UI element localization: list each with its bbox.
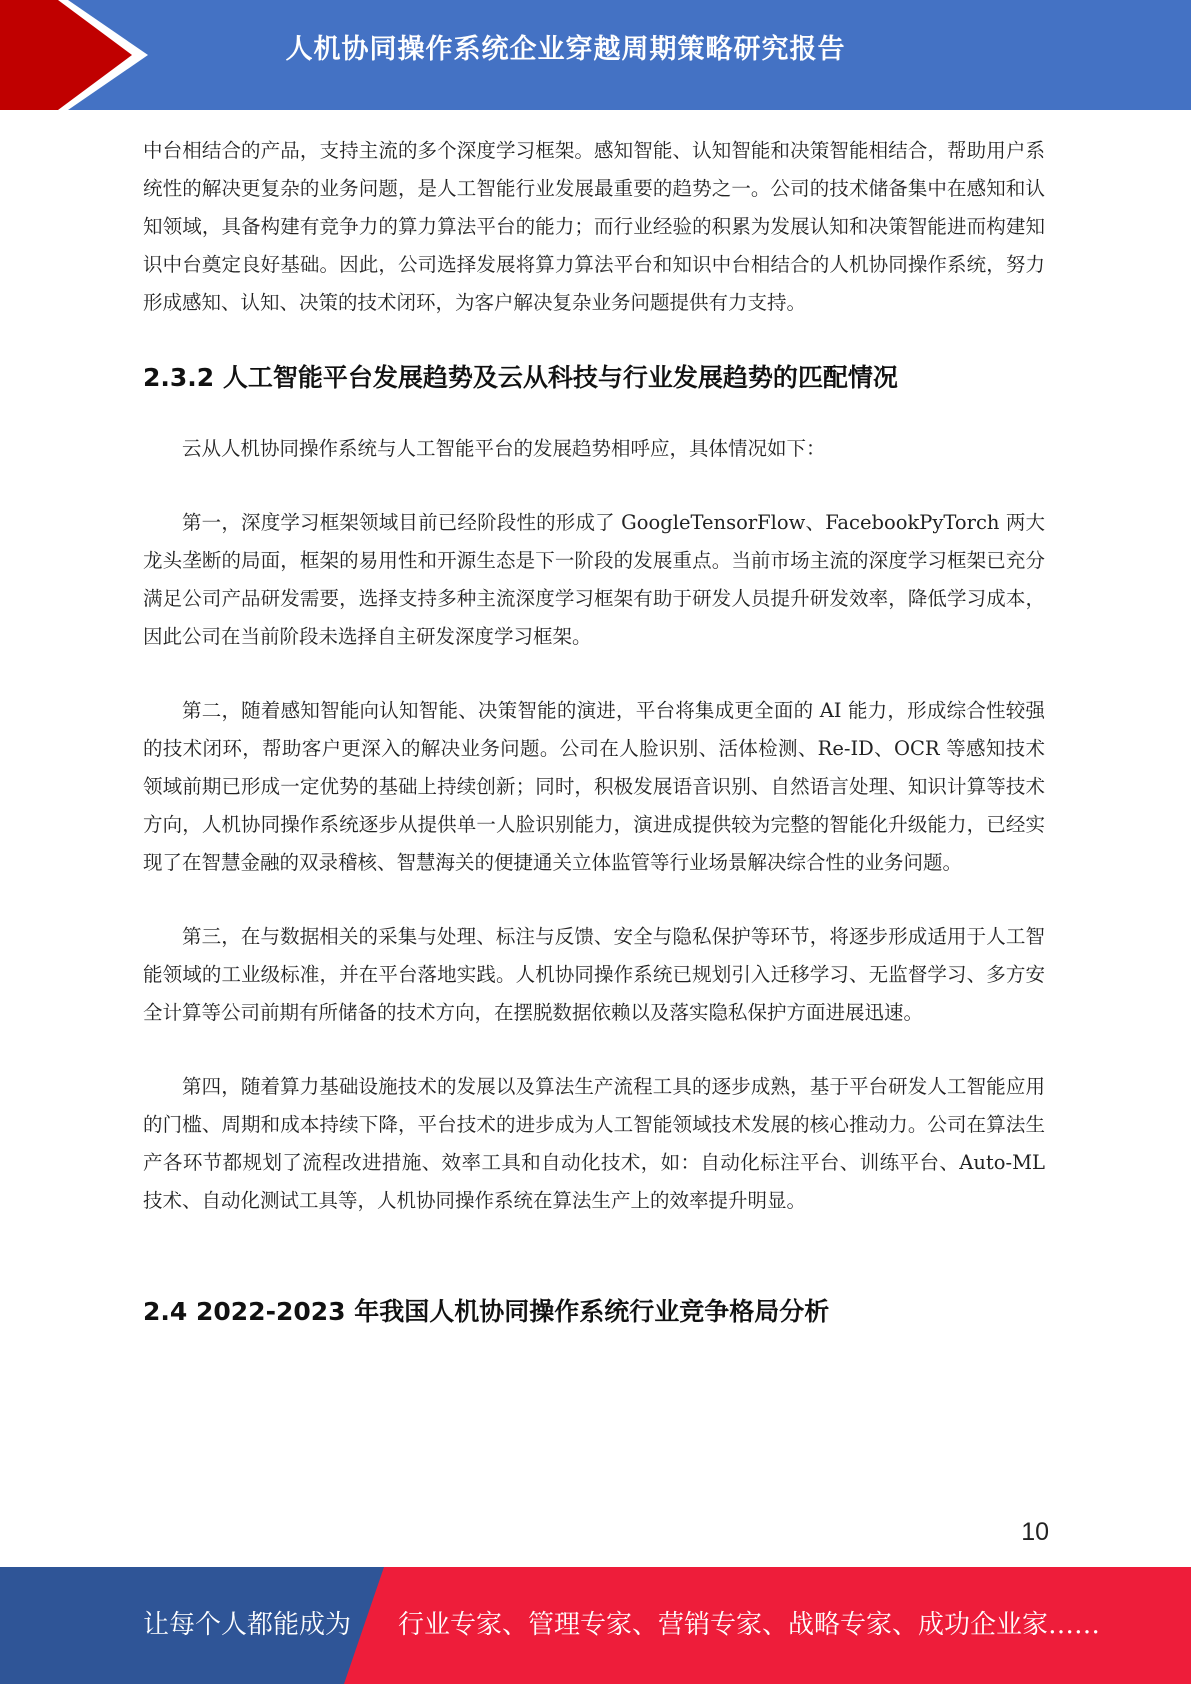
paragraph-fourth: 第四，随着算力基础设施技术的发展以及算法生产流程工具的逐步成熟，基于平台研发人工智能应用的门槛、周期和成本持续下降，平台技术的进步成为人工智能领域技术发展的核心推动力。公司在算法生产各环节都规划了流程改进措施、效率工具和自动化技术，如：自动化标注平台、训练平台、Auto-ML 技术、自动化测试工具等，人机协同操作系统在算法生产上的效率提升明显。 (143, 1075, 1045, 1212)
footer-slogan-right: 行业专家、管理专家、营销专家、战略专家、成功企业家…… (398, 1610, 1101, 1640)
page-header (0, 0, 1191, 110)
section-heading-2-4: 2.4 2022-2023 年我国人机协同操作系统行业竞争格局分析 (143, 1297, 830, 1326)
paragraph-second: 第二，随着感知智能向认知智能、决策智能的演进，平台将集成更全面的 AI 能力，形成综合性较强的技术闭环，帮助客户更深入的解决业务问题。公司在人脸识别、活体检测、Re-ID、OCR 等感知技术领域前期已形成一定优势的基础上持续创新；同时，积极发展语音识别、自然语言处理、知识计算等技术方向，人机协同操作系统逐步从提供单一人脸识别能力，演进成提供较为完整的智能化升级能力，已经实现了在智慧金融的双录稽核、智慧海关的便捷通关立体监管等行业场景解决综合性的业务问题。 (143, 699, 1045, 874)
footer-slogan-left: 让每个人都能成为 (143, 1610, 352, 1640)
page-number: 10 (1021, 1518, 1049, 1546)
paragraph-third: 第三，在与数据相关的采集与处理、标注与反馈、安全与隐私保护等环节，将逐步形成适用于人工智能领域的工业级标准，并在平台落地实践。人机协同操作系统已规划引入迁移学习、无监督学习、多方安全计算等公司前期有所储备的技术方向，在摆脱数据依赖以及落实隐私保护方面进展迅速。 (143, 925, 1045, 1024)
paragraph-first: 第一，深度学习框架领域目前已经阶段性的形成了 GoogleTensorFlow、FacebookPyTorch 两大龙头垄断的局面，框架的易用性和开源生态是下一阶段的发展重点。当前市场主流的深度学习框架已充分满足公司产品研发需要，选择支持多种主流深度学习框架有助于研发人员提升研发效率，降低学习成本，因此公司在当前阶段未选择自主研发深度学习框架。 (143, 511, 1045, 648)
document-body (143, 132, 1045, 1332)
paragraph-lead: 云从人机协同操作系统与人工智能平台的发展趋势相呼应，具体情况如下： (182, 437, 826, 460)
header-title: 人机协同操作系统企业穿越周期策略研究报告 (285, 34, 846, 65)
page-footer (0, 1567, 1191, 1684)
section-heading-2-3-2: 2.3.2 人工智能平台发展趋势及云从科技与行业发展趋势的匹配情况 (143, 363, 898, 392)
paragraph-intro: 中台相结合的产品，支持主流的多个深度学习框架。感知智能、认知智能和决策智能相结合，帮助用户系统性的解决更复杂的业务问题，是人工智能行业发展最重要的趋势之一。公司的技术储备集中在感知和认知领域，具备构建有竞争力的算力算法平台的能力；而行业经验的积累为发展认知和决策智能进而构建知识中台奠定良好基础。因此，公司选择发展将算力算法平台和知识中台相结合的人机协同操作系统，努力形成感知、认知、决策的技术闭环，为客户解决复杂业务问题提供有力支持。 (143, 139, 1045, 314)
